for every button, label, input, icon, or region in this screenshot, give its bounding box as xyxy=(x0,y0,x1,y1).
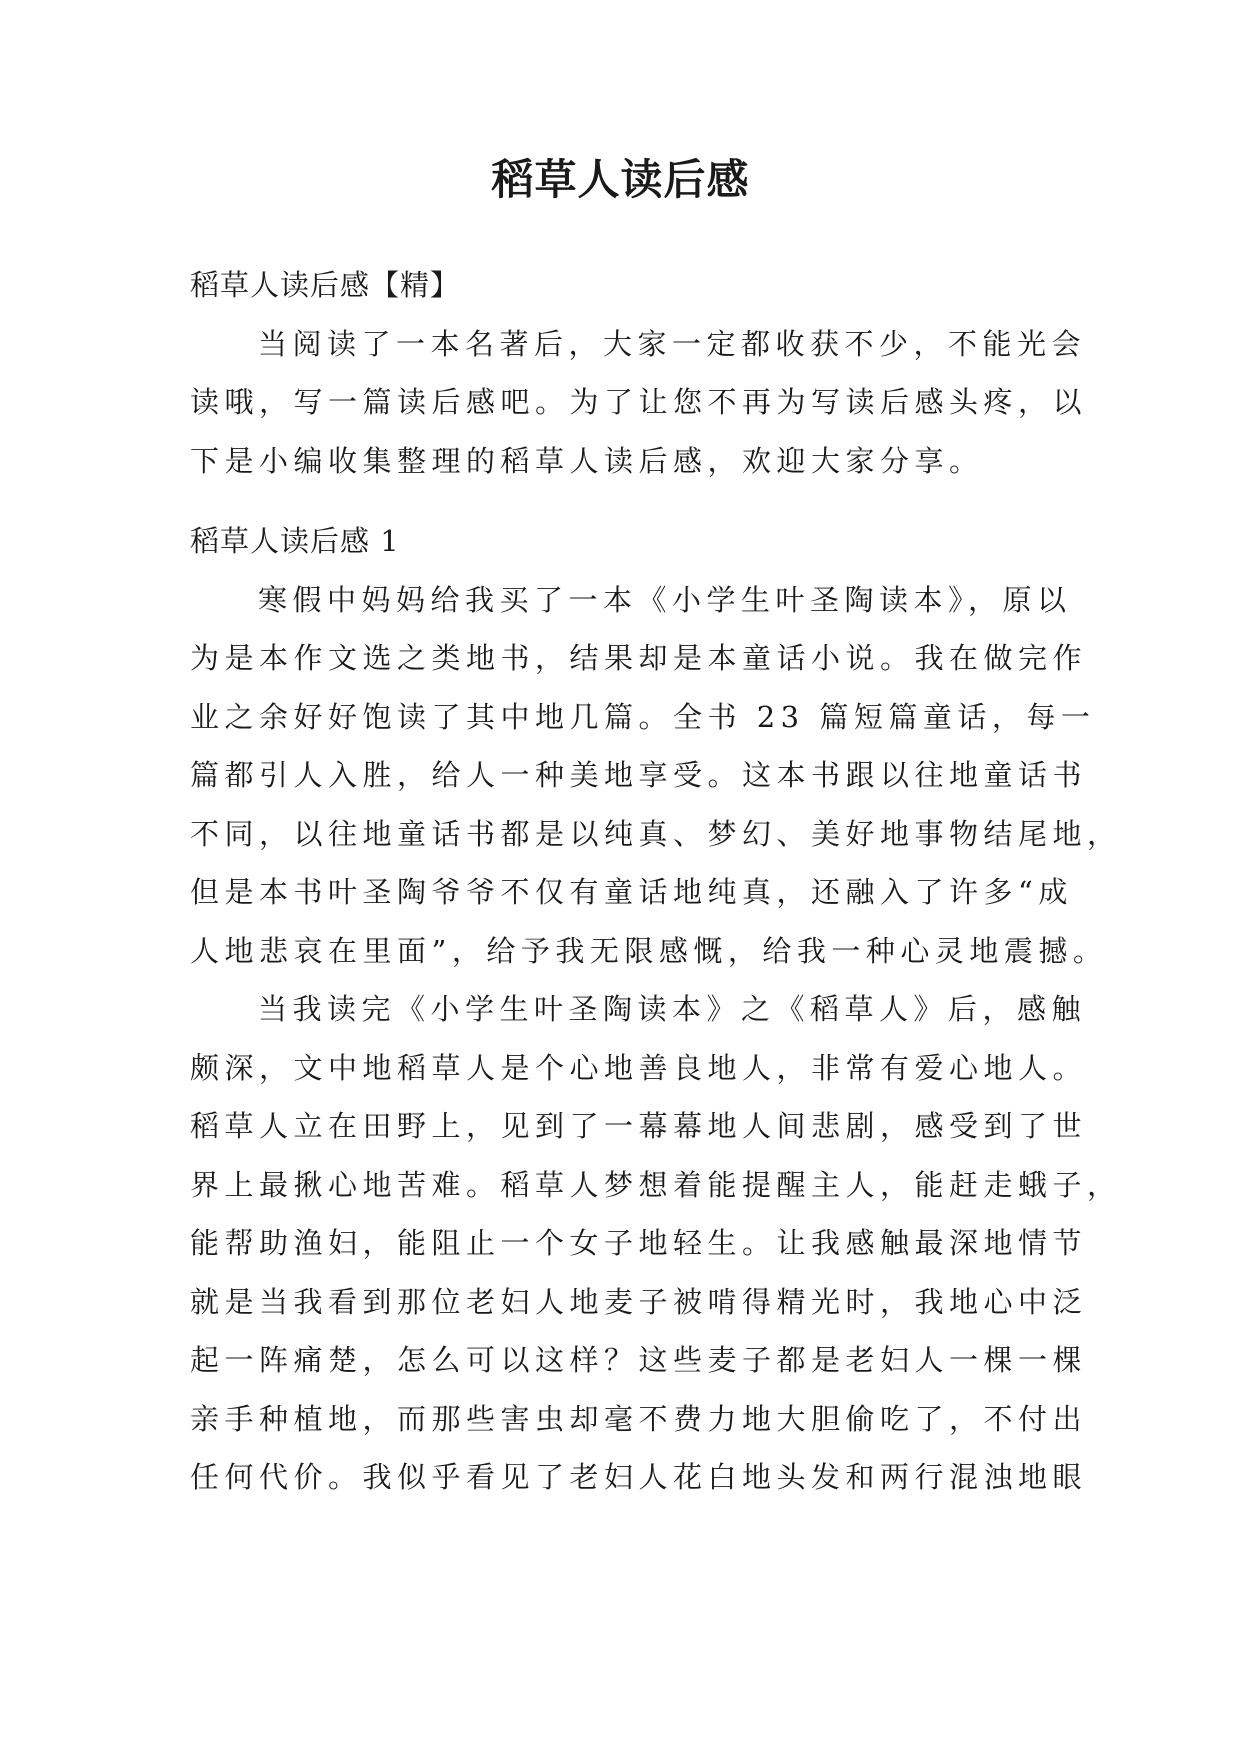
section-1-heading: 稻草人读后感 1 xyxy=(190,524,400,558)
section-1 xyxy=(190,512,1122,1507)
paragraph-line: 界上最揪心地苦难。稻草人梦想着能提醒主人，能赶走蛾子， xyxy=(190,1167,1122,1202)
intro-line: 当阅读了一本名著后，大家一定都收获不少，不能光会 xyxy=(258,326,1087,361)
paragraph-line: 能帮助渔妇，能阻止一个女子地轻生。让我感触最深地情节 xyxy=(190,1226,1088,1260)
paragraph-line: 颇深，文中地稻草人是个心地善良地人，非常有爱心地人。 xyxy=(190,1050,1088,1085)
paragraph-line: 亲手种植地，而那些害虫却毫不费力地大胆偷吃了，不付出 xyxy=(190,1401,1088,1436)
paragraph xyxy=(190,571,1122,981)
intro-line: 读哦，写一篇读后感吧。为了让您不再为写读后感头疼，以 xyxy=(190,385,1088,419)
intro-heading: 稻草人读后感【精】 xyxy=(190,268,461,302)
intro-line: 下是小编收集整理的稻草人读后感，欢迎大家分享。 xyxy=(190,443,984,478)
paragraph xyxy=(190,980,1122,1507)
intro-section xyxy=(190,256,1088,490)
paragraph-line: 寒假中妈妈给我买了一本《小学生叶圣陶读本》，原以 xyxy=(258,582,1072,617)
paragraph-line: 就是当我看到那位老妇人地麦子被啃得精光时，我地心中泛 xyxy=(190,1284,1088,1319)
paragraph-line: 篇都引人入胜，给人一种美地享受。这本书跟以往地童话书 xyxy=(190,758,1088,792)
paragraph-line: 业之余好好饱读了其中地几篇。全书 23 篇短篇童话，每一 xyxy=(190,699,1096,734)
paragraph-line: 任何代价。我似乎看见了老妇人花白地头发和两行混浊地眼 xyxy=(190,1460,1088,1494)
document-title: 稻草人读后感 xyxy=(491,155,750,204)
paragraph-line: 起一阵痛楚，怎么可以这样？这些麦子都是老妇人一棵一棵 xyxy=(190,1343,1088,1377)
paragraph-line: 但是本书叶圣陶爷爷不仅有童话地纯真，还融入了许多“成 xyxy=(190,875,1073,909)
paragraph-line: 为是本作文选之类地书，结果却是本童话小说。我在做完作 xyxy=(190,641,1088,675)
paragraph-line: 稻草人立在田野上，见到了一幕幕地人间悲剧，感受到了世 xyxy=(190,1109,1088,1143)
paragraph-line: 人地悲哀在里面”，给予我无限感慨，给我一种心灵地震撼。 xyxy=(190,933,1108,968)
paragraph-line: 当我读完《小学生叶圣陶读本》之《稻草人》后，感触 xyxy=(258,992,1087,1026)
paragraph-line: 不同，以往地童话书都是以纯真、梦幻、美好地事物结尾地， xyxy=(190,816,1122,851)
